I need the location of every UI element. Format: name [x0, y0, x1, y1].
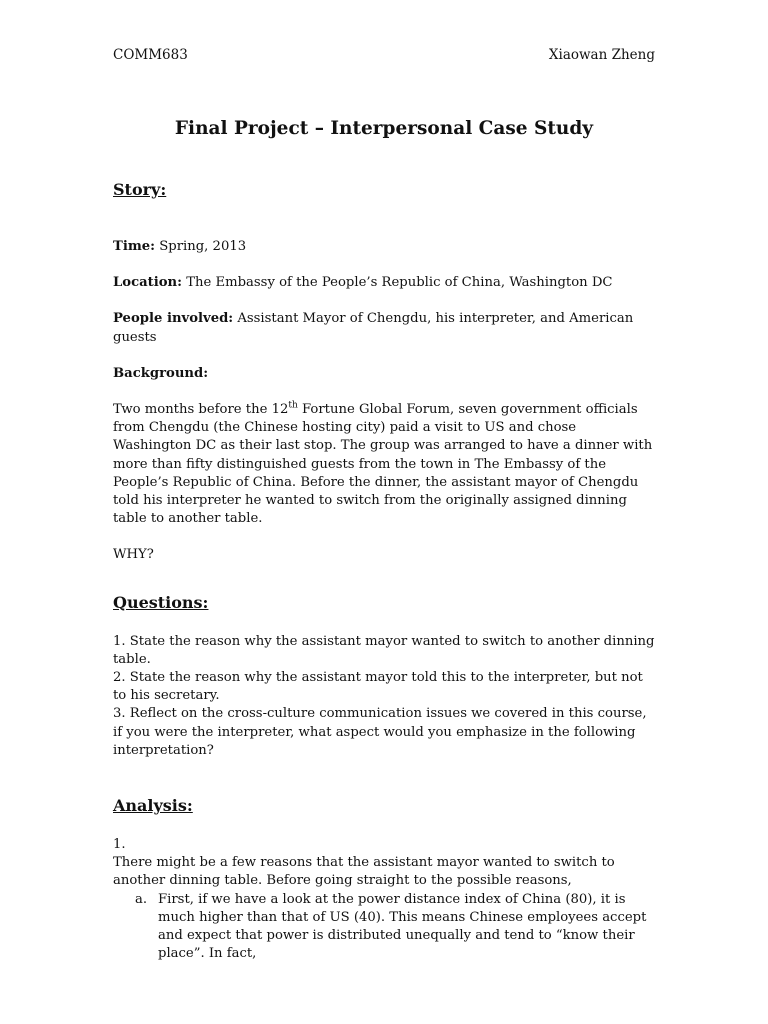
analysis-number: 1.	[113, 837, 126, 853]
people-label: People involved:	[113, 311, 234, 327]
background-paragraph	[113, 401, 658, 528]
question-1: 1. State the reason why the assistant mayor wanted to switch to another dinning table.	[113, 633, 655, 667]
background-label: Background:	[113, 365, 209, 381]
time-line	[113, 238, 658, 256]
question-2: 2. State the reason why the assistant mayor told this to the interpreter, but not to his secretary.	[113, 670, 643, 704]
why-question: WHY?	[113, 547, 154, 563]
list-marker-a: a.	[135, 891, 148, 907]
document-body	[113, 180, 658, 963]
background-label-line	[113, 365, 658, 383]
background-text-rest: Fortune Global Forum, seven government officials from Chengdu (the Chinese hosting city) paid a visit to US and chose Washington DC as their last stop. The group was arranged to have a dinner with more than fifty distinguished guests from the town in The Embassy of the People’s Republic of China. Before the dinner, the assistant mayor of Chengdu told his interpreter he wanted to switch from the originally assigned dinning table to another table.	[113, 402, 653, 527]
time-value: Spring, 2013	[155, 239, 247, 254]
location-line	[113, 274, 658, 292]
people-value: Assistant Mayor of Chengdu, his interpreter, and American guests	[113, 311, 634, 345]
document-title: Final Project – Interpersonal Case Study	[174, 118, 594, 139]
header-author-name: Xiaowan Zheng	[548, 47, 655, 63]
header-course-code: COMM683	[113, 47, 188, 63]
people-line	[113, 310, 658, 346]
background-text-start: Two months before the 12	[113, 402, 289, 418]
questions-heading: Questions:	[113, 592, 209, 612]
story-heading: Story:	[113, 180, 167, 199]
time-label: Time:	[113, 239, 156, 254]
analysis-heading: Analysis:	[113, 796, 193, 816]
list-text-a: First, if we have a look at the power distance index of China (80), it is much higher than that of US (40). This means Chinese employees accept and expect that power is distributed unequally and tend to “know their place”. In fact,	[158, 891, 647, 962]
location-label: Location:	[113, 275, 182, 291]
analysis-intro: There might be a few reasons that the assistant mayor wanted to switch to another dinning table. Before going straight to the possible reasons,	[113, 855, 615, 889]
analysis-list-item-a	[135, 891, 658, 964]
location-value: The Embassy of the People’s Republic of China, Washington DC	[182, 275, 613, 291]
question-3: 3. Reflect on the cross-culture communication issues we covered in this course, if you were the interpreter, what aspect would you emphasize in the following interpretation?	[113, 706, 647, 758]
ordinal-suffix: th	[288, 400, 298, 411]
